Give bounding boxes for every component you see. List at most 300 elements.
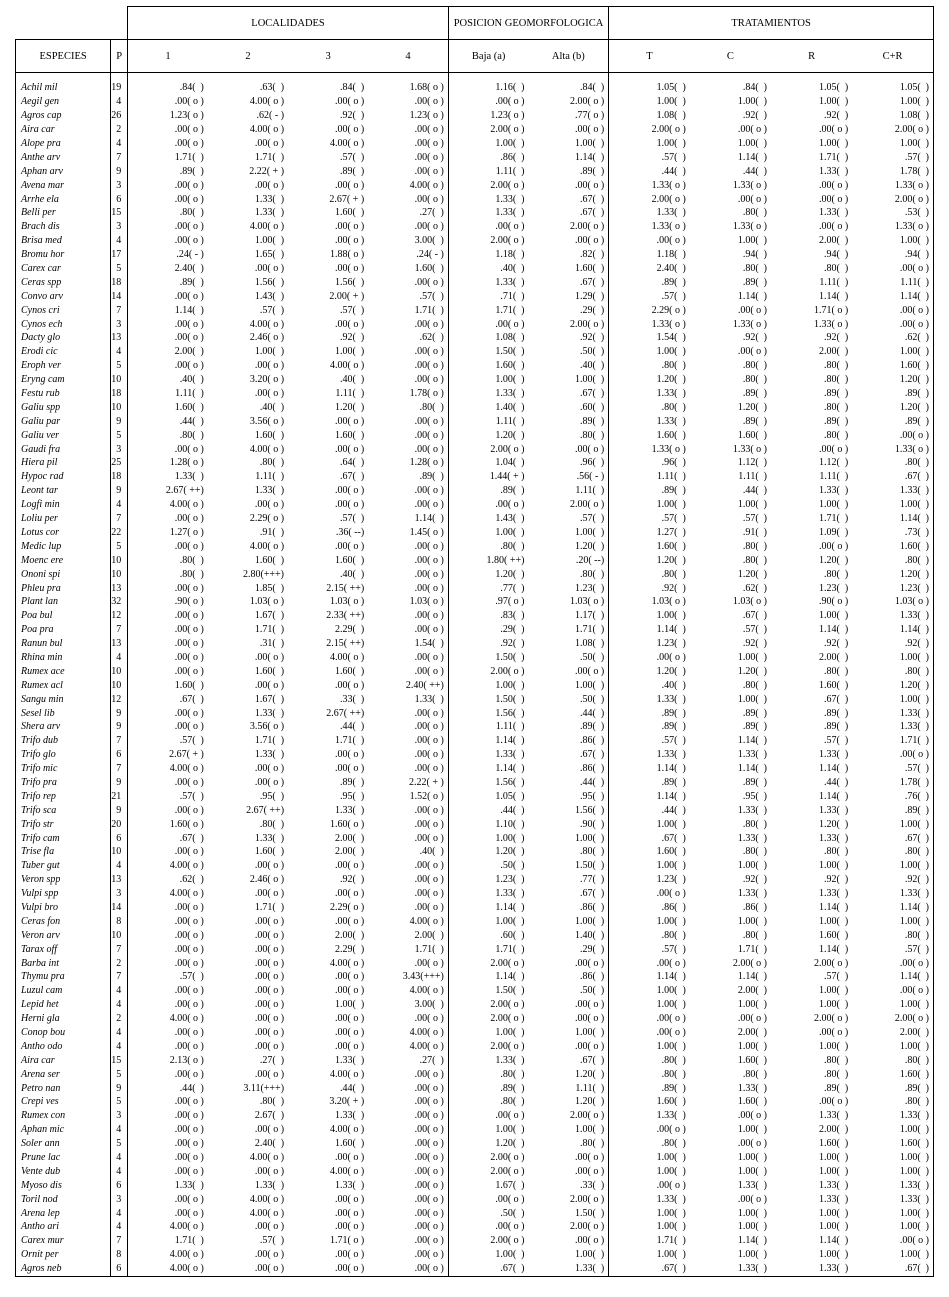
cell-loc-2: .80( ): [259, 1096, 285, 1108]
table-row: [16, 914, 934, 928]
cell-trat-c: 1.11( ): [738, 471, 768, 483]
cell-loc-1: .00( o ): [174, 235, 204, 247]
table-row: [16, 873, 934, 887]
cell-species: Vente dub: [16, 1164, 111, 1178]
cell-loc-4: 1.71( ): [368, 942, 448, 956]
cell-trat-t: .89( ): [661, 721, 686, 733]
cell-trat-r: 1.00( ): [819, 1152, 849, 1164]
cell-baja: 1.00( ): [495, 679, 525, 691]
cell-species: Logfi min: [16, 498, 111, 512]
cell-baja: 1.60( ): [495, 360, 525, 372]
cell-trat-cr: 1.20( ): [852, 567, 933, 581]
cell-loc-1: 4.00( o ): [169, 1249, 204, 1261]
cell-trat-t: 1.60( ): [656, 540, 686, 552]
cell-baja: 2.00( o ): [490, 124, 525, 136]
cell-baja: 1.16( ): [495, 82, 525, 94]
cell-loc-2: 2.46( o ): [249, 332, 285, 344]
cell-trat-cr: 1.33( ): [852, 887, 933, 901]
cell-trat-t: 2.00( o ): [651, 193, 686, 205]
cell-loc-4: .00( o ): [368, 567, 448, 581]
cell-trat-r: 1.33( ): [819, 1110, 849, 1122]
cell-trat-r: 1.33( ): [819, 804, 849, 816]
cell-loc-4: .00( o ): [368, 220, 448, 234]
cell-trat-r: 1.14( ): [819, 943, 849, 955]
cell-baja: .40( ): [500, 263, 525, 275]
cell-baja: 1.50( ): [495, 985, 525, 997]
cell-p: 3: [111, 178, 128, 192]
cell-trat-t: .92( ): [661, 582, 686, 594]
table-row: [16, 456, 934, 470]
cell-alta: .00( o ): [529, 956, 609, 970]
cell-trat-t: 1.05( ): [656, 82, 686, 94]
cell-species: Poa pra: [16, 623, 111, 637]
cell-p: 8: [111, 1248, 128, 1262]
table-row: [16, 1012, 934, 1026]
cell-p: 10: [111, 373, 128, 387]
cell-loc-2: 1.71( ): [254, 624, 285, 636]
cell-baja: 1.23( o ): [490, 110, 525, 122]
cell-trat-t: 1.00( ): [656, 985, 686, 997]
cell-trat-t: .00( o ): [656, 1179, 686, 1191]
cell-species: Loliu per: [16, 512, 111, 526]
cell-loc-2: .62( - ): [256, 110, 285, 122]
cell-loc-1: .00( o ): [174, 96, 204, 108]
cell-species: Thymu pra: [16, 970, 111, 984]
cell-loc-1: .00( o ): [174, 1027, 204, 1038]
cell-trat-c: 1.33( o ): [732, 443, 768, 455]
cell-loc-4: .00( o ): [368, 442, 448, 456]
cell-loc-2: 2.67( ): [254, 1110, 285, 1122]
cell-trat-c: 1.00( ): [737, 693, 768, 705]
cell-alta: .80( ): [529, 845, 609, 859]
cell-trat-r: .80( ): [824, 401, 849, 413]
cell-trat-t: 1.00( ): [656, 96, 686, 108]
cell-loc-1: .00( o ): [174, 999, 204, 1011]
cell-trat-cr: .80( ): [852, 553, 933, 567]
cell-loc-2: .91( ): [259, 526, 285, 538]
cell-p: 13: [111, 331, 128, 345]
cell-p: 10: [111, 400, 128, 414]
cell-loc-3: 4.00( o ): [330, 138, 365, 149]
cell-trat-t: 1.23( ): [656, 874, 686, 886]
cell-loc-2: 1.33( ): [254, 832, 285, 844]
table-row: [16, 998, 934, 1012]
table-row: [16, 192, 934, 206]
cell-baja: .60( ): [500, 929, 525, 941]
cell-trat-c: 1.14( ): [737, 290, 768, 302]
cell-p: 32: [111, 595, 128, 609]
cell-baja: 1.43( ): [495, 513, 525, 525]
cell-alta: .67( ): [529, 1053, 609, 1067]
cell-baja: 2.00( o ): [490, 665, 525, 677]
cell-p: 6: [111, 1262, 128, 1276]
cell-species: Ornit per: [16, 1248, 111, 1262]
cell-trat-c: .84( ): [742, 82, 768, 94]
cell-trat-c: .92( ): [742, 110, 768, 122]
cell-baja: 1.33( ): [495, 749, 525, 761]
cell-loc-1: .00( o ): [174, 1165, 204, 1177]
cell-baja: .00( o ): [495, 221, 525, 233]
cell-loc-4: .24( - ): [368, 248, 448, 262]
cell-p: 6: [111, 192, 128, 206]
cell-trat-r: 1.00( ): [819, 1207, 849, 1219]
cell-trat-c: .00( o ): [737, 304, 768, 316]
cell-species: Aira car: [16, 123, 111, 137]
cell-loc-2: .00( o ): [254, 1249, 285, 1261]
cell-trat-cr: 1.00( ): [852, 1248, 933, 1262]
cell-loc-3: .33( ): [340, 693, 365, 705]
cell-baja: 1.56( ): [495, 707, 525, 719]
cell-alta: 2.00( o ): [529, 95, 609, 109]
cell-species: Trise fla: [16, 845, 111, 859]
cell-loc-2: .80( ): [259, 457, 285, 469]
cell-loc-2: .00( o ): [254, 138, 285, 149]
cell-trat-cr: 1.60( ): [852, 1137, 933, 1151]
cell-alta: 1.00( ): [529, 914, 609, 928]
cell-trat-c: 1.00( ): [737, 1040, 768, 1052]
cell-species: Carex mur: [16, 1234, 111, 1248]
cell-trat-t: .57( ): [661, 151, 686, 163]
cell-alta: .40( ): [529, 359, 609, 373]
cell-species: Anthe arv: [16, 150, 111, 164]
cell-loc-3: .92( ): [340, 110, 365, 122]
cell-species: Lepid het: [16, 998, 111, 1012]
cell-loc-4: .00( o ): [368, 956, 448, 970]
cell-loc-4: .62( ): [368, 331, 448, 345]
cell-species: Festu rub: [16, 387, 111, 401]
cell-loc-3: .00( o ): [335, 443, 365, 455]
cell-loc-2: 1.33( ): [254, 207, 285, 219]
cell-loc-1: .00( o ): [174, 318, 204, 330]
cell-trat-c: .95( ): [742, 790, 768, 802]
cell-trat-t: 1.18( ): [656, 249, 686, 261]
cell-trat-t: 1.33( ): [656, 749, 686, 761]
cell-trat-r: .80( ): [824, 1068, 849, 1080]
cell-alta: .67( ): [529, 192, 609, 206]
cell-loc-2: 1.60( ): [254, 554, 285, 566]
cell-loc-1: .00( o ): [174, 721, 204, 733]
cell-loc-3: 1.71( ): [335, 735, 365, 747]
cell-p: 5: [111, 359, 128, 373]
table-row: [16, 137, 934, 151]
cell-loc-3: .00( o ): [335, 499, 365, 511]
cell-loc-3: 2.00( ): [335, 846, 365, 858]
cell-baja: 1.33( ): [495, 388, 525, 400]
cell-loc-1: .00( o ): [174, 985, 204, 997]
cell-trat-cr: .00( o ): [852, 984, 933, 998]
cell-trat-r: .00( o ): [819, 443, 849, 455]
cell-alta: 1.08( ): [529, 637, 609, 651]
cell-trat-r: 1.60( ): [819, 929, 849, 941]
cell-loc-1: .00( o ): [174, 360, 204, 372]
cell-loc-4: .00( o ): [368, 873, 448, 887]
cell-trat-r: .80( ): [824, 846, 849, 858]
cell-loc-1: 4.00( o ): [169, 1013, 204, 1025]
cell-trat-cr: 1.60( ): [852, 539, 933, 553]
cell-trat-cr: 1.00( ): [852, 498, 933, 512]
cell-loc-1: .00( o ): [174, 1096, 204, 1108]
cell-trat-t: .00( o ): [656, 1124, 686, 1136]
cell-loc-3: .00( o ): [335, 860, 365, 872]
table-row: [16, 123, 934, 137]
cell-trat-cr: 1.33( ): [852, 706, 933, 720]
cell-trat-t: .96( ): [661, 457, 686, 469]
cell-loc-2: .00( o ): [254, 388, 285, 400]
cell-p: 10: [111, 928, 128, 942]
cell-baja: .50( ): [500, 1207, 525, 1219]
table-row: [16, 109, 934, 123]
cell-loc-4: .00( o ): [368, 1109, 448, 1123]
cell-loc-4: 1.28( o ): [368, 456, 448, 470]
cell-alta: .89( ): [529, 720, 609, 734]
cell-loc-4: .00( o ): [368, 192, 448, 206]
cell-loc-3: 2.00( + ): [329, 290, 365, 302]
cell-baja: .50( ): [500, 860, 525, 872]
cell-trat-c: .57( ): [742, 513, 768, 525]
cell-baja: .89( ): [500, 1082, 525, 1094]
cell-alta: .50( ): [529, 984, 609, 998]
cell-loc-3: 2.29( ): [335, 943, 365, 955]
cell-trat-cr: 1.00( ): [852, 1039, 933, 1053]
cell-species: Trifo pra: [16, 776, 111, 790]
cell-species: Eroph ver: [16, 359, 111, 373]
cell-trat-r: 1.14( ): [819, 290, 849, 302]
cell-loc-1: .00( o ): [174, 540, 204, 552]
table-row: [16, 859, 934, 873]
cell-baja: 1.20( ): [495, 1138, 525, 1150]
cell-trat-r: 1.00( ): [819, 610, 849, 622]
cell-loc-3: .57( ): [340, 151, 365, 163]
cell-alta: .77( o ): [529, 109, 609, 123]
cell-trat-t: .00( o ): [656, 1027, 686, 1038]
cell-trat-cr: 1.05( ): [852, 81, 933, 95]
cell-loc-2: .00( o ): [254, 1221, 285, 1233]
cell-trat-t: 1.60( ): [656, 1096, 686, 1108]
cell-loc-3: .00( o ): [335, 763, 365, 775]
cell-trat-r: .92( ): [824, 332, 849, 344]
cell-loc-1: .00( o ): [174, 957, 204, 969]
cell-species: Rumex acl: [16, 678, 111, 692]
cell-trat-c: .89( ): [742, 415, 768, 427]
cell-loc-1: .00( o ): [174, 929, 204, 941]
cell-trat-c: 1.71( ): [737, 943, 768, 955]
cell-trat-t: 2.29( o ): [651, 304, 686, 316]
cell-trat-c: .80( ): [742, 540, 768, 552]
table-row: [16, 817, 934, 831]
cell-alta: .86( ): [529, 734, 609, 748]
cell-loc-2: .00( o ): [254, 888, 285, 900]
cell-trat-r: .92( ): [824, 638, 849, 650]
cell-loc-3: 4.00( o ): [330, 651, 365, 663]
cell-alta: 1.00( ): [529, 831, 609, 845]
table-row: [16, 678, 934, 692]
cell-loc-4: .00( o ): [368, 1234, 448, 1248]
cell-trat-c: 1.14( ): [737, 151, 768, 163]
cell-alta: .00( o ): [529, 664, 609, 678]
cell-loc-3: 1.88( o ): [330, 249, 365, 261]
cell-loc-2: .00( o ): [254, 360, 285, 372]
cell-species: Crepi ves: [16, 1095, 111, 1109]
cell-trat-r: 1.14( ): [819, 763, 849, 775]
table-row: [16, 1067, 934, 1081]
cell-trat-c: 1.00( ): [737, 915, 768, 927]
cell-loc-2: .00( o ): [254, 1013, 285, 1025]
cell-alta: 1.00( ): [529, 1248, 609, 1262]
cell-p: 7: [111, 512, 128, 526]
table-row: [16, 762, 934, 776]
cell-trat-t: .89( ): [661, 1082, 686, 1094]
cell-trat-t: 1.00( ): [656, 138, 686, 149]
cell-loc-3: .00( o ): [335, 971, 365, 983]
cell-species: Brisa med: [16, 234, 111, 248]
cell-baja: .00( o ): [495, 1193, 525, 1205]
cell-trat-cr: .80( ): [852, 1053, 933, 1067]
table-row: [16, 1053, 934, 1067]
cell-baja: .67( ): [448, 1262, 528, 1276]
cell-trat-t: 1.00( ): [656, 346, 686, 358]
cell-p: 5: [111, 1137, 128, 1151]
cell-loc-1: 4.00( o ): [169, 860, 204, 872]
cell-loc-3: 4.00( o ): [330, 360, 365, 372]
cell-trat-t: .57( ): [661, 943, 686, 955]
cell-trat-c: .80( ): [742, 360, 768, 372]
cell-alta: .00( o ): [529, 442, 609, 456]
cell-baja: 1.10( ): [495, 818, 525, 830]
cell-trat-cr: 1.00( ): [852, 1220, 933, 1234]
cell-loc-4: 4.00( o ): [368, 1039, 448, 1053]
cell-trat-t: 1.27( ): [656, 526, 686, 538]
cell-trat-cr: .94( ): [852, 248, 933, 262]
cell-trat-c: 1.33( ): [737, 1082, 768, 1094]
header-alta: Alta (b): [529, 40, 609, 73]
header-cr: C+R: [852, 40, 933, 73]
cell-trat-t: .00( o ): [656, 888, 686, 900]
cell-trat-c: .80( ): [742, 929, 768, 941]
cell-species: Aphan mic: [16, 1123, 111, 1137]
cell-alta: 1.00( ): [529, 526, 609, 540]
cell-loc-4: .00( o ): [368, 609, 448, 623]
cell-loc-3: 1.60( ): [335, 429, 365, 441]
cell-baja: 1.80( ++): [486, 554, 525, 566]
cell-loc-2: 1.71( ): [254, 901, 285, 913]
cell-loc-4: .00( o ): [368, 1220, 448, 1234]
cell-p: 4: [111, 984, 128, 998]
cell-loc-1: .00( o ): [174, 707, 204, 719]
cell-loc-1: .00( o ): [174, 332, 204, 344]
table-row: [16, 803, 934, 817]
cell-p: 13: [111, 637, 128, 651]
cell-trat-cr: 1.14( ): [852, 289, 933, 303]
cell-loc-1: .00( o ): [174, 804, 204, 816]
cell-trat-cr: .57( ): [852, 150, 933, 164]
cell-alta: 1.33( ): [529, 1262, 609, 1276]
cell-p: 10: [111, 845, 128, 859]
cell-species: Myoso dis: [16, 1178, 111, 1192]
cell-p: 7: [111, 1234, 128, 1248]
cell-trat-cr: 1.08( ): [852, 109, 933, 123]
cell-trat-c: 1.33( ): [737, 804, 768, 816]
table-row: [16, 970, 934, 984]
cell-trat-cr: 1.03( o ): [852, 595, 933, 609]
cell-alta: .86( ): [529, 901, 609, 915]
cell-loc-2: .00( o ): [254, 179, 285, 191]
cell-loc-3: 4.00( o ): [330, 1124, 365, 1136]
cell-species: Avena mar: [16, 178, 111, 192]
cell-alta: .00( o ): [529, 1151, 609, 1165]
cell-p: 4: [111, 137, 128, 151]
cell-loc-2: .00( o ): [254, 679, 285, 691]
cell-species: Agros cap: [16, 109, 111, 123]
cell-baja: 2.00( o ): [490, 1235, 525, 1247]
table-row: [16, 1178, 934, 1192]
cell-alta: 1.00( ): [529, 137, 609, 151]
cell-loc-2: .00( o ): [254, 929, 285, 941]
cell-loc-4: .00( o ): [368, 137, 448, 151]
cell-loc-4: .00( o ): [368, 317, 448, 331]
cell-alta: 1.03( o ): [529, 595, 609, 609]
cell-trat-r: 1.20( ): [819, 554, 849, 566]
header-localidades: LOCALIDADES: [128, 7, 449, 40]
cell-loc-1: .62( ): [179, 874, 204, 886]
cell-loc-4: .27( ): [368, 206, 448, 220]
cell-loc-3: .00( o ): [335, 1027, 365, 1038]
cell-alta: .00( o ): [529, 234, 609, 248]
cell-loc-4: .00( o ): [368, 901, 448, 915]
cell-alta: .50( ): [529, 345, 609, 359]
cell-trat-r: .92( ): [824, 110, 849, 122]
cell-alta: .80( ): [529, 428, 609, 442]
cell-loc-4: 1.68( o ): [368, 81, 448, 95]
cell-alta: 1.00( ): [529, 1026, 609, 1040]
cell-trat-t: 2.00( o ): [651, 124, 686, 136]
cell-loc-4: .00( o ): [368, 1178, 448, 1192]
cell-baja: 1.71( ): [495, 943, 525, 955]
cell-loc-3: .00( o ): [335, 1221, 365, 1233]
cell-loc-4: 4.00( o ): [368, 914, 448, 928]
cell-loc-4: .00( o ): [368, 651, 448, 665]
cell-loc-1: .00( o ): [174, 610, 204, 622]
cell-species: Arena ser: [16, 1067, 111, 1081]
cell-loc-2: 1.60( ): [254, 429, 285, 441]
cell-trat-r: .80( ): [824, 263, 849, 275]
cell-trat-t: 1.33( o ): [651, 318, 686, 330]
cell-p: 13: [111, 873, 128, 887]
cell-p: 4: [111, 1123, 128, 1137]
cell-alta: 1.23( ): [529, 581, 609, 595]
table-row: [16, 1206, 934, 1220]
cell-loc-3: 4.00( o ): [330, 1068, 365, 1080]
cell-alta: 2.00( o ): [529, 1192, 609, 1206]
cell-loc-2: 4.00( o ): [249, 1207, 285, 1219]
table-row: [16, 1234, 934, 1248]
cell-p: 4: [111, 651, 128, 665]
cell-loc-4: .00( o ): [368, 887, 448, 901]
cell-p: 3: [111, 317, 128, 331]
table-row: [16, 1220, 934, 1234]
cell-trat-c: .80( ): [742, 554, 768, 566]
cell-p: 3: [111, 1192, 128, 1206]
table-row: [16, 692, 934, 706]
table-row: [16, 484, 934, 498]
cell-trat-cr: 1.00( ): [852, 137, 933, 151]
table-row: [16, 387, 934, 401]
table-row: [16, 831, 934, 845]
cell-species: Trifo str: [16, 817, 111, 831]
cell-loc-2: .00( o ): [254, 1068, 285, 1080]
cell-p: 3: [111, 1109, 128, 1123]
table-row: [16, 776, 934, 790]
cell-loc-3: .00( o ): [335, 1207, 365, 1219]
